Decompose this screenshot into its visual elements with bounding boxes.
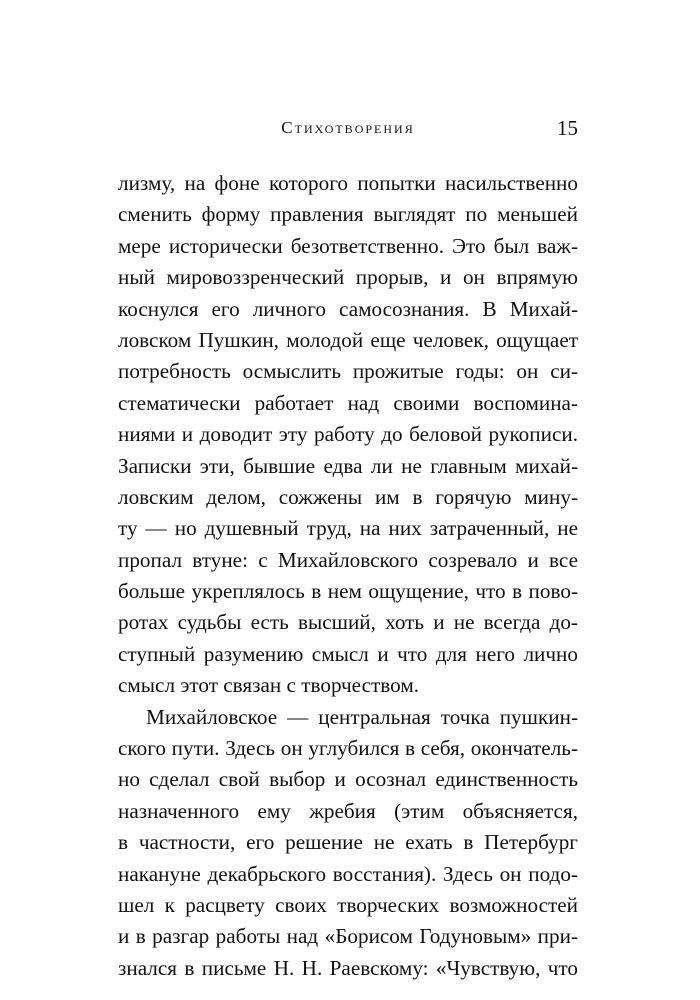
text-line: потребность осмыслить прожитые годы: он си- <box>118 359 578 384</box>
text-line: сменить форму правления выглядят по меньшей <box>118 202 578 227</box>
text-line: ского пути. Здесь он углубился в себя, окончатель- <box>118 736 578 761</box>
text-line: стематически работает над своими воспомина- <box>118 390 578 415</box>
text-line: в частности, его решение не ехать в Петербург <box>118 830 578 855</box>
text-line: пропал втуне: с Михайловского созревало и все <box>118 547 578 572</box>
text-line: ловском Пушкин, молодой еще человек, ощущает <box>118 327 578 352</box>
text-line: ниями и доводит эту работу до беловой рукописи. <box>118 422 578 447</box>
text-line: накануне декабрьского восстания). Здесь он подо- <box>118 861 578 886</box>
text-line: больше укреплялось в нем ощущение, что в пово- <box>118 579 578 604</box>
paragraph-end-line: смысл этот связан с творчеством. <box>118 673 420 698</box>
text-line: ный мировоззренческий прорыв, и он впрямую <box>118 265 578 290</box>
text-line: коснулся его личного самосознания. В Михай- <box>118 296 578 321</box>
text-line: мере исторически безответственно. Это был важ- <box>118 233 578 258</box>
body-text <box>118 168 578 984</box>
text-line: ступный разумению смысл и что для него лично <box>118 641 578 666</box>
page-number: 15 <box>557 116 578 140</box>
paragraph-start-line: Михайловское — центральная точка пушкин- <box>146 704 578 729</box>
text-line: лизму, на фоне которого попытки насильственно <box>118 171 578 195</box>
text-line: ротах судьбы есть высший, хоть и не всегда до- <box>118 610 578 635</box>
running-head <box>118 118 578 148</box>
text-line: и в разгар работы над «Борисом Годуновым» при- <box>118 924 578 949</box>
text-line: ту — но душевный труд, на них затраченный, не <box>118 516 578 541</box>
text-line: шел к расцвету своих творческих возможностей <box>118 892 578 917</box>
text-line: знался в письме Н. Н. Раевскому: «Чувствую, что <box>118 955 578 980</box>
text-line: Записки эти, бывшие едва ли не главным михай- <box>118 453 578 478</box>
running-title: Стихотворения <box>281 118 415 137</box>
text-line: но сделал свой выбор и осознал единственность <box>118 767 578 792</box>
text-line: ловским делом, сожжены им в горячую мину- <box>118 484 578 509</box>
text-line: назначенного ему жребия (этим объясняется, <box>118 798 578 823</box>
